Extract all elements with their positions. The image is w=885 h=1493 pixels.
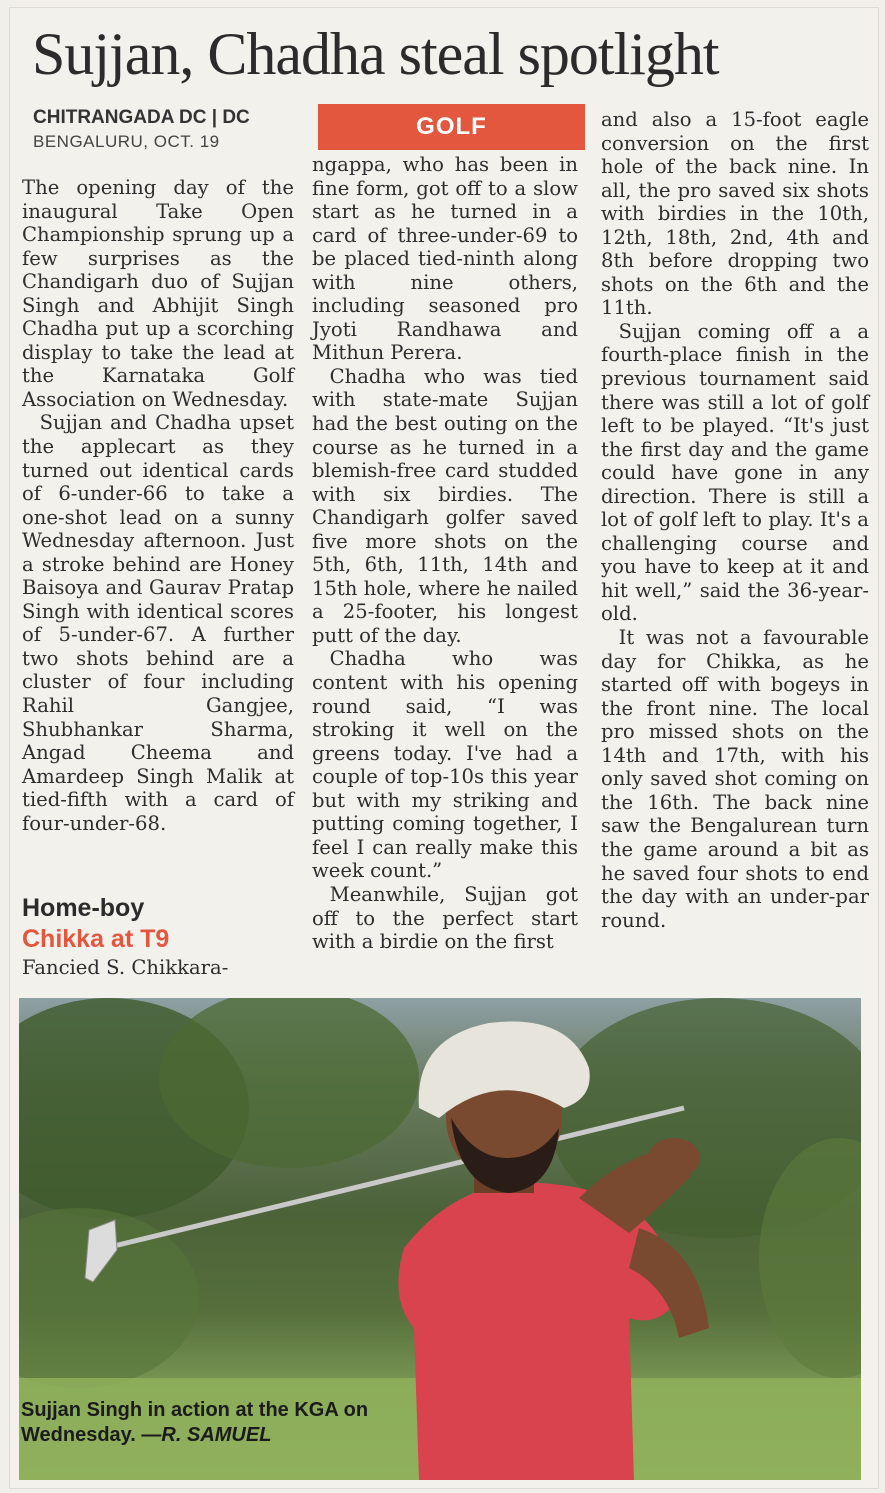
paragraph: and also a 15-foot eagle conversion on the first hole of the back nine. In all, the pro saved six shots with birdies in the 10th, 12th, 18th, 2nd, 4th and 8th before dropping two shots on the 6th and the 11th. (601, 108, 869, 320)
caption-text-2: Wednesday. (21, 1424, 136, 1446)
paragraph: Fancied S. Chikkara- (22, 956, 229, 979)
subheading-line-2: Chikka at T9 (22, 925, 170, 953)
paragraph: Sujjan and Chadha upset the applecart as they turned out identical cards of 6-under-66 to take a one-shot lead on a sunny Wednesday afternoon. Just a stroke behind are Honey Baisoya and Gaurav Pratap Singh with identical scores of 5-under-67. A further two shots behind are a cluster of four including Rahil Gangjee, Shubhankar Sharma, Angad Cheema and Amardeep Singh Malik at tied-fifth with a card of four-under-68. (22, 411, 294, 835)
caption-text: Sujjan Singh in action at the KGA on (21, 1399, 369, 1421)
paragraph: The opening day of the inaugural Take Open Championship sprung up a few surprises as the Chandigarh duo of Sujjan Singh and Abhijit Singh Chadha put up a scorching display to take the lead at the Karnataka Golf Association on Wednesday. (22, 176, 294, 411)
headline: Sujjan, Chadha steal spotlight (32, 21, 719, 87)
photo-caption (21, 1398, 368, 1448)
photo-credit: —R. SAMUEL (141, 1424, 272, 1446)
article-column-3 (601, 108, 869, 932)
byline: CHITRANGADA DC | DC (33, 107, 250, 128)
paragraph: Sujjan coming off a a fourth-place finish in the previous tournament said there was still a lot of golf left to be played. “It's just the first day and the game could have gone in any direction. There is still a lot of golf left to play. It's a challenging course and you have to keep at it and hit well,” said the 36-year-old. (601, 319, 869, 626)
paragraph: ngappa, who has been in fine form, got off to a slow start as he turned in a card of three-under-69 to be placed tied-ninth along with nine others, including seasoned pro Jyoti Randhawa and Mithun Perera. (312, 153, 578, 365)
subheading-line-1: Home-boy (22, 894, 145, 922)
golfer-photo (19, 998, 861, 1480)
paragraph: Chadha who was content with his opening round said, “I was stroking it well on the greens today. I've had a couple of top-10s this year but with my striking and putting coming together, I feel I can really make this week count.” (312, 647, 578, 883)
paragraph: Chadha who was tied with state-mate Sujjan had the best outing on the course as he turned in a blemish-free card studded with six birdies. The Chandigarh golfer saved five more shots on the 5th, 6th, 11th, 14th and 15th hole, where he nailed a 25-footer, his longest putt of the day. (312, 364, 578, 647)
subheading (22, 893, 294, 955)
paragraph: It was not a favourable day for Chikka, as he started off with bogeys in the front nine. The local pro missed shots on the 14th and 17th, with his only saved shot coming on the 16th. The back nine saw the Bengalurean turn the game around a bit as he saved four shots to end the day with an under-par round. (601, 626, 869, 932)
article-column-1 (22, 176, 294, 835)
article-column-1-tail (22, 956, 294, 980)
article-column-2 (312, 153, 578, 954)
dateline: BENGALURU, OCT. 19 (33, 132, 220, 151)
section-kicker: GOLF (318, 104, 585, 150)
paragraph: Meanwhile, Sujjan got off to the perfect start with a birdie on the first (312, 882, 578, 954)
